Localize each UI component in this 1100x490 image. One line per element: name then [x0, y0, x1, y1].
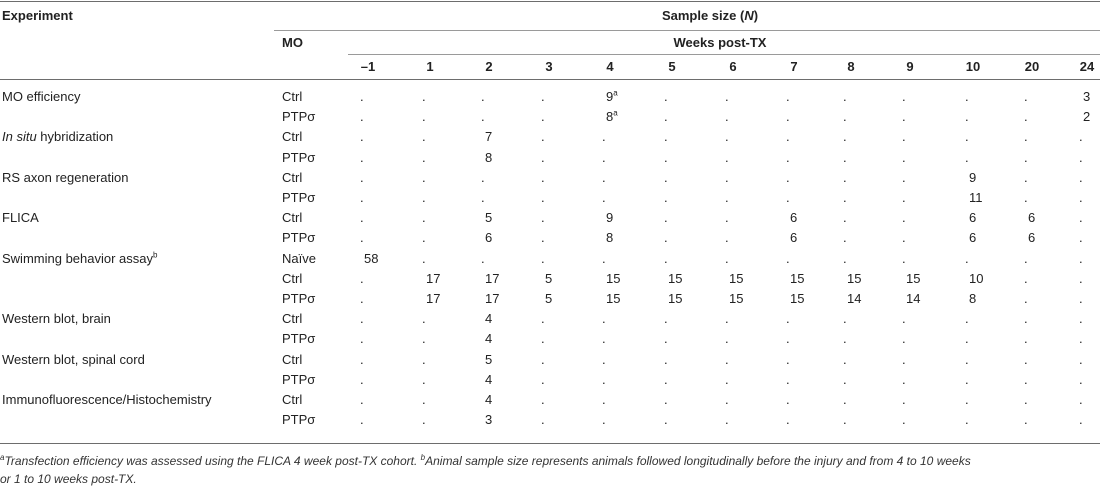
- table-cell: .: [965, 392, 969, 407]
- row-mo: Ctrl: [282, 170, 303, 185]
- table-cell: .: [481, 190, 485, 205]
- table-cell: 4: [485, 331, 493, 346]
- table-cell: .: [786, 352, 790, 367]
- table-cell: .: [725, 311, 729, 326]
- table-cell: .: [965, 89, 969, 104]
- row-mo: Ctrl: [282, 129, 303, 144]
- table-cell: .: [360, 129, 364, 144]
- row-experiment: Immunofluorescence/Histochemistry: [2, 392, 212, 407]
- table-cell: .: [360, 230, 364, 245]
- table-cell: .: [664, 190, 668, 205]
- table-cell: .: [902, 190, 906, 205]
- table-cell: .: [360, 210, 364, 225]
- row-mo: PTPσ: [282, 372, 316, 387]
- table-cell: .: [1079, 291, 1083, 306]
- table-cell: .: [422, 150, 426, 165]
- table-cell: .: [786, 311, 790, 326]
- table-cell: .: [664, 150, 668, 165]
- table-cell: .: [843, 311, 847, 326]
- table-cell: .: [965, 251, 969, 266]
- table-cell: .: [422, 129, 426, 144]
- table-cell: .: [422, 331, 426, 346]
- table-cell: .: [541, 150, 545, 165]
- week-header: 5: [668, 59, 676, 74]
- row-mo: Naïve: [282, 251, 316, 266]
- table-cell: .: [541, 372, 545, 387]
- table-cell: .: [602, 129, 606, 144]
- table-cell: .: [786, 372, 790, 387]
- table-cell: .: [725, 89, 729, 104]
- table-cell: .: [902, 89, 906, 104]
- table-cell: .: [1024, 170, 1028, 185]
- week-header: 1: [426, 59, 434, 74]
- header-rule-1: [274, 30, 1100, 31]
- row-mo: Ctrl: [282, 210, 303, 225]
- table-cell: .: [602, 251, 606, 266]
- table-cell: 15: [906, 271, 921, 286]
- table-cell: .: [725, 129, 729, 144]
- table-cell: .: [725, 331, 729, 346]
- table-cell: .: [902, 251, 906, 266]
- table-cell: .: [664, 412, 668, 427]
- table-cell: 5: [545, 291, 553, 306]
- table-cell: 9$^a$: [606, 88, 618, 104]
- week-header: 24: [1079, 59, 1095, 74]
- table-cell: .: [360, 412, 364, 427]
- table-cell: .: [602, 392, 606, 407]
- table-cell: 15: [790, 291, 805, 306]
- row-experiment: MO efficiency: [2, 89, 81, 104]
- table-cell: .: [1024, 392, 1028, 407]
- row-mo: Ctrl: [282, 89, 303, 104]
- row-mo: Ctrl: [282, 311, 303, 326]
- table-cell: .: [1024, 129, 1028, 144]
- header-weeks-post-tx: Weeks post-TX: [673, 35, 767, 50]
- table-cell: 58: [364, 251, 379, 266]
- table-cell: .: [786, 392, 790, 407]
- week-header: 9: [906, 59, 914, 74]
- table-cell: .: [786, 129, 790, 144]
- table-cell: .: [422, 311, 426, 326]
- table-cell: .: [902, 412, 906, 427]
- table-cell: 6: [485, 230, 493, 245]
- table-cell: .: [843, 129, 847, 144]
- table-cell: 15: [668, 291, 683, 306]
- table-cell: .: [843, 372, 847, 387]
- table-cell: .: [843, 109, 847, 124]
- table-cell: .: [725, 352, 729, 367]
- table-cell: .: [664, 331, 668, 346]
- table-cell: .: [541, 230, 545, 245]
- row-mo: PTPσ: [282, 412, 316, 427]
- table-cell: .: [965, 331, 969, 346]
- table-cell: 6: [790, 210, 798, 225]
- table-cell: .: [902, 352, 906, 367]
- table-cell: 3: [1083, 89, 1091, 104]
- table-cell: .: [360, 372, 364, 387]
- table-cell: .: [664, 230, 668, 245]
- table-cell: .: [843, 170, 847, 185]
- table-cell: .: [664, 392, 668, 407]
- table-cell: 17: [426, 271, 441, 286]
- row-mo: PTPσ: [282, 230, 316, 245]
- table-cell: .: [422, 109, 426, 124]
- row-experiment: Western blot, spinal cord: [2, 352, 145, 367]
- table-cell: 8: [969, 291, 977, 306]
- table-cell: .: [481, 109, 485, 124]
- table-cell: .: [360, 331, 364, 346]
- table-cell: .: [902, 230, 906, 245]
- row-mo: Ctrl: [282, 352, 303, 367]
- header-experiment: Experiment: [2, 8, 73, 23]
- table-cell: 6: [1028, 210, 1036, 225]
- table-cell: .: [1024, 190, 1028, 205]
- table-cell: .: [786, 89, 790, 104]
- table-cell: .: [1079, 392, 1083, 407]
- table-cell: 8: [485, 150, 493, 165]
- table-cell: .: [360, 109, 364, 124]
- table-cell: .: [902, 109, 906, 124]
- week-header: 4: [606, 59, 614, 74]
- table-footnotes: [0, 452, 1098, 488]
- week-header: 10: [965, 59, 981, 74]
- table-cell: 6: [1028, 230, 1036, 245]
- table-cell: .: [965, 372, 969, 387]
- row-mo: PTPσ: [282, 291, 316, 306]
- table-cell: .: [360, 190, 364, 205]
- table-cell: .: [664, 210, 668, 225]
- table-cell: .: [602, 150, 606, 165]
- table-cell: .: [1079, 372, 1083, 387]
- table-cell: .: [902, 311, 906, 326]
- table-cell: .: [902, 372, 906, 387]
- header-sample-size: Sample size (N): [661, 8, 759, 23]
- row-mo: Ctrl: [282, 271, 303, 286]
- table-cell: .: [1079, 230, 1083, 245]
- table-cell: .: [541, 109, 545, 124]
- table-cell: .: [360, 291, 364, 306]
- row-experiment: Swimming behavior assay$^b$: [2, 250, 158, 266]
- table-cell: 8$^a$: [606, 108, 618, 124]
- row-experiment: RS axon regeneration: [2, 170, 129, 185]
- table-cell: .: [664, 372, 668, 387]
- table-cell: .: [422, 392, 426, 407]
- footnote-line-1: $^a$Transfection efficiency was assessed using the FLICA 4 week post-TX cohort. $^b$Animal sample size represents animals followed longitudinally before the injury and from 4 to 10 weeks: [0, 453, 971, 468]
- table-cell: .: [902, 129, 906, 144]
- table-cell: 6: [969, 230, 977, 245]
- table-cell: .: [786, 412, 790, 427]
- table-cell: 6: [969, 210, 977, 225]
- table-cell: 15: [668, 271, 683, 286]
- table-cell: .: [360, 150, 364, 165]
- table-cell: .: [725, 372, 729, 387]
- table-cell: .: [422, 372, 426, 387]
- table-cell: .: [725, 150, 729, 165]
- table-cell: .: [1024, 150, 1028, 165]
- header-bottom-rule: [0, 79, 1100, 80]
- table-cell: .: [843, 331, 847, 346]
- table-cell: .: [786, 331, 790, 346]
- table-cell: .: [1079, 129, 1083, 144]
- table-cell: 15: [606, 271, 621, 286]
- table-cell: .: [725, 170, 729, 185]
- table-cell: .: [541, 190, 545, 205]
- table-cell: .: [1024, 372, 1028, 387]
- table-cell: 8: [606, 230, 614, 245]
- table-cell: .: [481, 251, 485, 266]
- table-cell: .: [481, 170, 485, 185]
- table-cell: .: [541, 170, 545, 185]
- table-cell: .: [725, 230, 729, 245]
- table-top-rule: [0, 1, 1100, 2]
- table-cell: .: [1079, 210, 1083, 225]
- table-cell: .: [360, 271, 364, 286]
- table-cell: 5: [485, 352, 493, 367]
- table-cell: .: [422, 210, 426, 225]
- table-bottom-rule: [0, 443, 1100, 444]
- table-cell: .: [965, 129, 969, 144]
- table-cell: 15: [729, 271, 744, 286]
- table-cell: .: [664, 129, 668, 144]
- table-cell: .: [602, 352, 606, 367]
- table-cell: .: [664, 251, 668, 266]
- table-cell: .: [1079, 150, 1083, 165]
- table-cell: 2: [1083, 109, 1091, 124]
- table-cell: .: [1079, 251, 1083, 266]
- table-cell: .: [1024, 291, 1028, 306]
- table-cell: .: [422, 89, 426, 104]
- table-cell: .: [481, 89, 485, 104]
- table-cell: 4: [485, 311, 493, 326]
- table-cell: .: [1024, 331, 1028, 346]
- table-cell: .: [725, 251, 729, 266]
- table-cell: .: [1024, 89, 1028, 104]
- table-cell: .: [725, 392, 729, 407]
- footnote-line-2: or 1 to 10 weeks post-TX.: [0, 472, 137, 486]
- table-cell: .: [602, 190, 606, 205]
- table-cell: .: [1079, 271, 1083, 286]
- table-cell: 11: [969, 190, 983, 205]
- table-cell: .: [664, 109, 668, 124]
- table-cell: .: [843, 150, 847, 165]
- table-cell: .: [541, 331, 545, 346]
- table-cell: .: [664, 170, 668, 185]
- week-header: 6: [729, 59, 737, 74]
- table-cell: .: [843, 190, 847, 205]
- table-cell: .: [725, 190, 729, 205]
- table-cell: .: [602, 170, 606, 185]
- table-cell: .: [786, 251, 790, 266]
- table-cell: .: [1024, 109, 1028, 124]
- table-cell: .: [602, 331, 606, 346]
- table-cell: 17: [485, 271, 500, 286]
- table-cell: .: [902, 331, 906, 346]
- table-cell: .: [360, 170, 364, 185]
- table-cell: 3: [485, 412, 493, 427]
- table-cell: .: [902, 150, 906, 165]
- table-cell: .: [541, 129, 545, 144]
- table-cell: .: [786, 170, 790, 185]
- table-cell: .: [422, 352, 426, 367]
- table-cell: .: [786, 150, 790, 165]
- table-cell: .: [1079, 311, 1083, 326]
- table-cell: .: [1079, 352, 1083, 367]
- row-mo: PTPσ: [282, 190, 316, 205]
- table-cell: 14: [847, 291, 862, 306]
- row-mo: PTPσ: [282, 150, 316, 165]
- table-cell: .: [360, 392, 364, 407]
- table-cell: .: [1024, 352, 1028, 367]
- header-mo: MO: [282, 35, 303, 50]
- table-cell: 15: [606, 291, 621, 306]
- table-cell: .: [602, 372, 606, 387]
- table-cell: .: [725, 210, 729, 225]
- table-cell: .: [1024, 412, 1028, 427]
- table-cell: 4: [485, 392, 493, 407]
- table-cell: .: [360, 352, 364, 367]
- table-cell: .: [360, 311, 364, 326]
- table-cell: .: [422, 190, 426, 205]
- table-cell: 6: [790, 230, 798, 245]
- table-cell: 9: [606, 210, 614, 225]
- table-cell: .: [1024, 251, 1028, 266]
- table-cell: 10: [969, 271, 984, 286]
- table-cell: 5: [545, 271, 553, 286]
- table-cell: 17: [485, 291, 500, 306]
- week-header: 3: [545, 59, 553, 74]
- table-cell: .: [843, 392, 847, 407]
- table-cell: .: [422, 230, 426, 245]
- table-cell: .: [725, 109, 729, 124]
- table-cell: .: [541, 392, 545, 407]
- table-cell: .: [664, 352, 668, 367]
- table-cell: .: [422, 251, 426, 266]
- row-mo: Ctrl: [282, 392, 303, 407]
- table-cell: 17: [426, 291, 441, 306]
- table-cell: .: [843, 352, 847, 367]
- table-cell: 9: [969, 170, 977, 185]
- table-cell: 7: [485, 129, 493, 144]
- week-header: –1: [360, 59, 376, 74]
- table-cell: 14: [906, 291, 921, 306]
- table-cell: .: [965, 311, 969, 326]
- table-cell: .: [664, 89, 668, 104]
- table-cell: .: [602, 412, 606, 427]
- table-cell: .: [541, 251, 545, 266]
- table-cell: .: [422, 170, 426, 185]
- table-cell: .: [541, 311, 545, 326]
- table-cell: 15: [729, 291, 744, 306]
- table-cell: .: [725, 412, 729, 427]
- table-cell: .: [843, 210, 847, 225]
- table-cell: .: [902, 210, 906, 225]
- table-cell: .: [541, 210, 545, 225]
- table-cell: .: [843, 412, 847, 427]
- table-cell: .: [843, 230, 847, 245]
- table-cell: .: [902, 392, 906, 407]
- table-cell: .: [541, 412, 545, 427]
- table-cell: 15: [790, 271, 805, 286]
- table-cell: .: [1079, 190, 1083, 205]
- table-cell: .: [422, 412, 426, 427]
- table-cell: .: [902, 170, 906, 185]
- table-cell: .: [1079, 412, 1083, 427]
- table-cell: .: [1079, 331, 1083, 346]
- table-cell: .: [965, 352, 969, 367]
- row-mo: PTPσ: [282, 331, 316, 346]
- table-cell: .: [843, 89, 847, 104]
- table-cell: .: [786, 190, 790, 205]
- row-experiment: In situ hybridization: [2, 129, 114, 144]
- table-cell: .: [786, 109, 790, 124]
- table-cell: .: [1079, 170, 1083, 185]
- table-cell: .: [360, 89, 364, 104]
- table-cell: .: [1024, 311, 1028, 326]
- table-cell: .: [541, 352, 545, 367]
- table-cell: .: [541, 89, 545, 104]
- week-header: 2: [485, 59, 493, 74]
- row-experiment: FLICA: [2, 210, 39, 225]
- row-experiment: Western blot, brain: [2, 311, 111, 326]
- week-header: 7: [790, 59, 798, 74]
- header-rule-2: [348, 54, 1100, 55]
- week-header: 20: [1024, 59, 1040, 74]
- week-header: 8: [847, 59, 855, 74]
- table-cell: 5: [485, 210, 493, 225]
- table-cell: .: [602, 311, 606, 326]
- table-cell: 15: [847, 271, 862, 286]
- table-cell: .: [965, 150, 969, 165]
- row-mo: PTPσ: [282, 109, 316, 124]
- table-cell: .: [965, 109, 969, 124]
- table-cell: .: [843, 251, 847, 266]
- table-cell: .: [1024, 271, 1028, 286]
- table-cell: .: [965, 412, 969, 427]
- table-cell: .: [664, 311, 668, 326]
- table-cell: 4: [485, 372, 493, 387]
